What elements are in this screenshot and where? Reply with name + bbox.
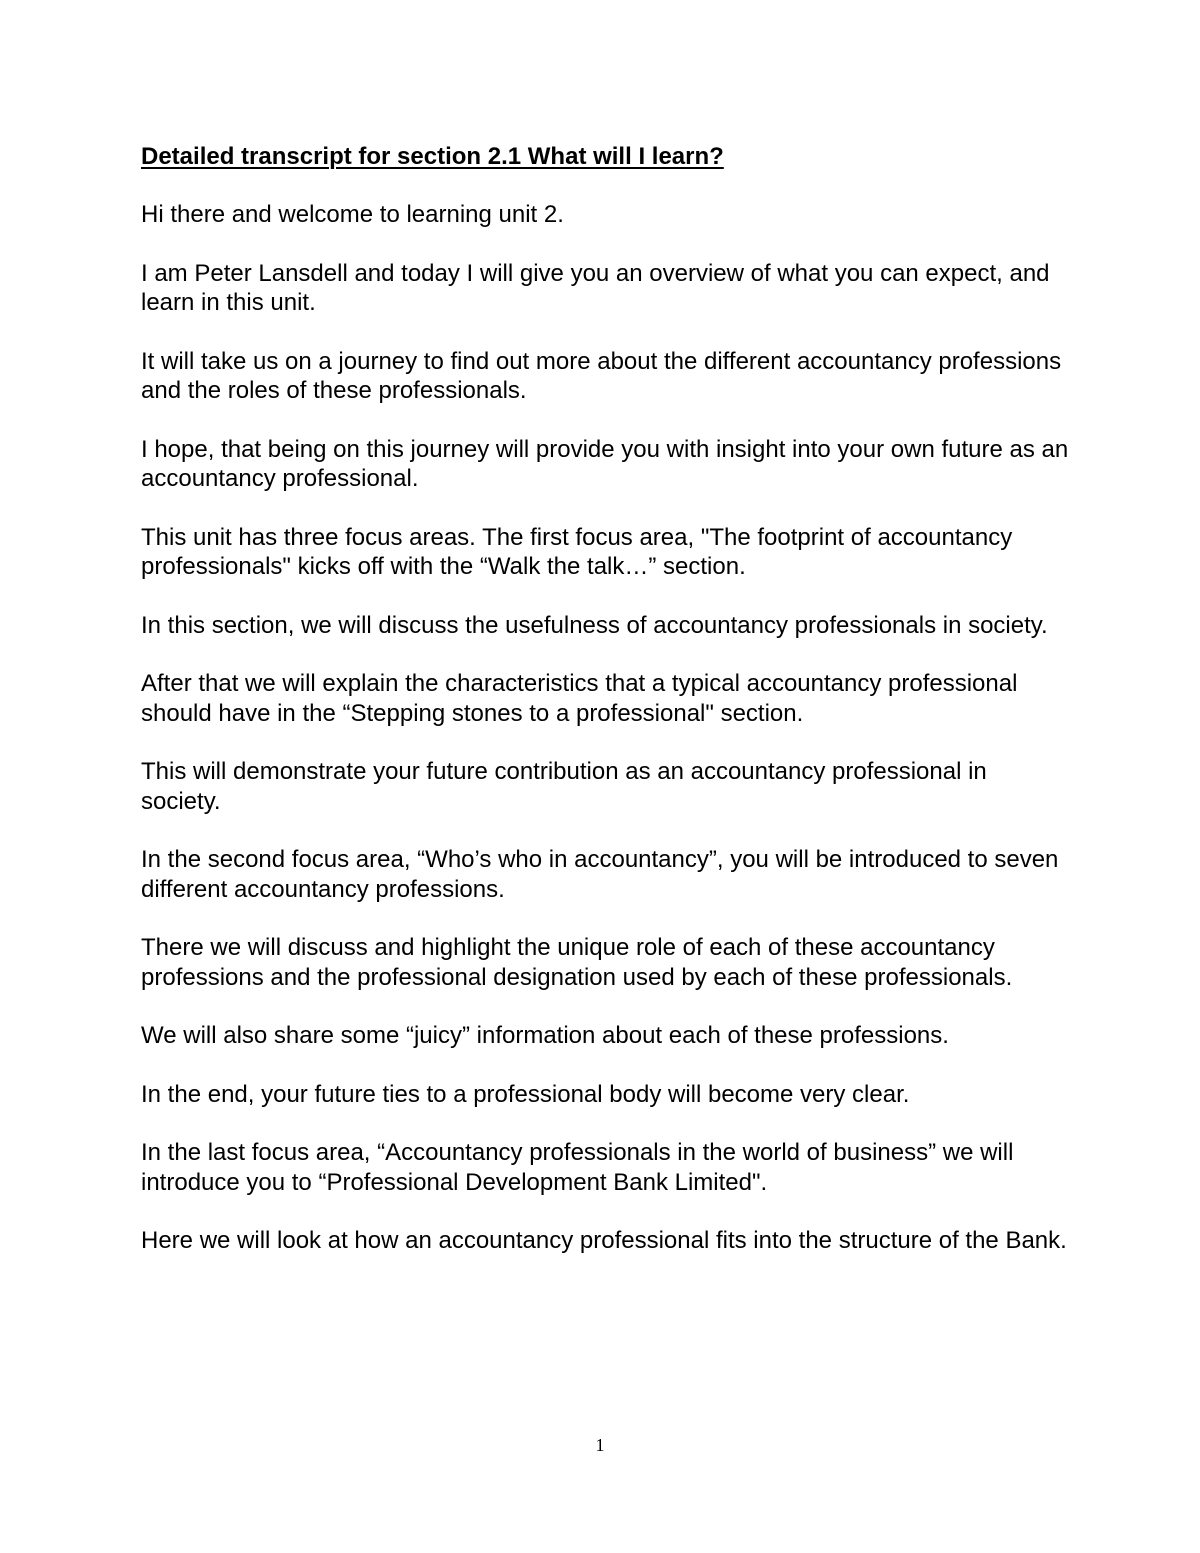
page-number: 1 <box>595 1435 605 1455</box>
paragraph-2: I am Peter Lansdell and today I will give you an overview of what you can expect, and learn in this unit. <box>141 259 1050 316</box>
paragraph-8: This will demonstrate your future contribution as an accountancy professional in society. <box>141 758 987 815</box>
paragraph-5: This unit has three focus areas. The first focus area, "The footprint of accountancy professionals" kicks off with the “Walk the talk…” section. <box>141 523 1013 580</box>
paragraph-13: In the last focus area, “Accountancy professionals in the world of business” we will introduce you to “Professional Development Bank Limited". <box>141 1139 1014 1196</box>
paragraph-7: After that we will explain the characteristics that a typical accountancy professional should have in the “Stepping stones to a professional" section. <box>141 670 1018 727</box>
paragraph-12: In the end, your future ties to a professional body will become very clear. <box>141 1080 910 1108</box>
paragraph-1: Hi there and welcome to learning unit 2. <box>141 201 564 228</box>
paragraph-11: We will also share some “juicy” information about each of these professions. <box>141 1022 949 1049</box>
transcript-body <box>141 142 1071 1256</box>
paragraph-14: Here we will look at how an accountancy professional fits into the structure of the Bank. <box>141 1227 1067 1254</box>
paragraph-9: In the second focus area, “Who’s who in accountancy”, you will be introduced to seven different accountancy professions. <box>141 846 1059 903</box>
paragraph-10: There we will discuss and highlight the unique role of each of these accountancy professions and the professional designation used by each of these professionals. <box>141 934 1013 991</box>
paragraph-3: It will take us on a journey to find out more about the different accountancy professions and the roles of these professionals. <box>141 347 1062 404</box>
paragraph-6: In this section, we will discuss the usefulness of accountancy professionals in society. <box>141 611 1048 639</box>
document-title: Detailed transcript for section 2.1 What will I learn? <box>141 143 724 170</box>
paragraph-4: I hope, that being on this journey will provide you with insight into your own future as an accountancy professional. <box>141 435 1069 492</box>
